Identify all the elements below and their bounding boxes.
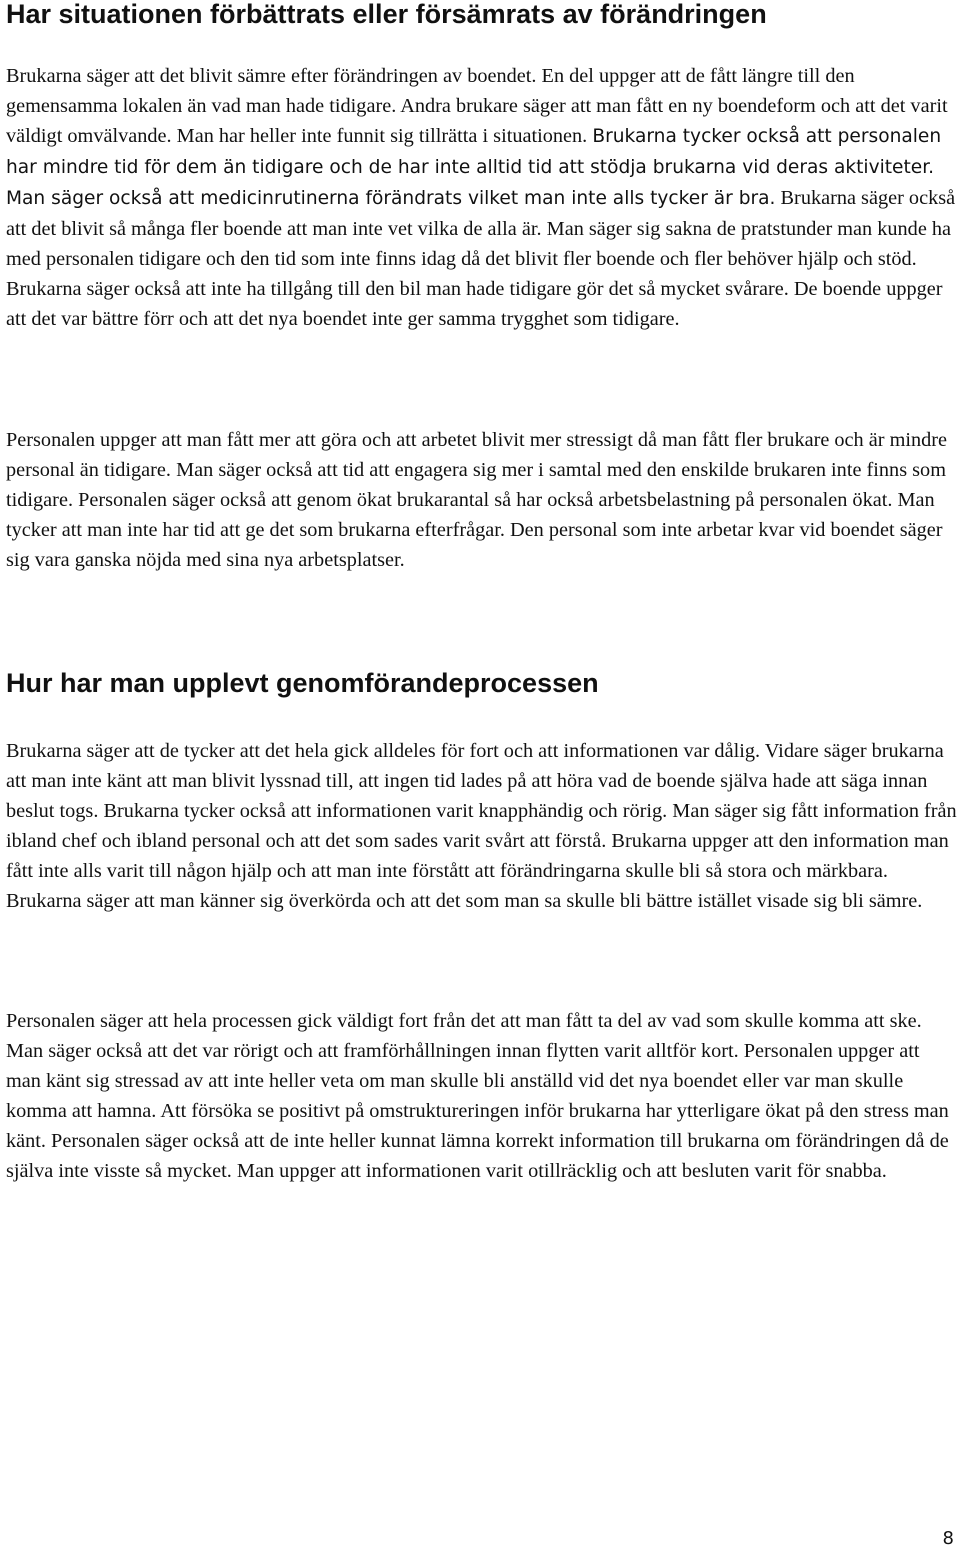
text-run: Brukarna säger också att det blivit så många fler boende att man inte vet vilka de alla är.	[6, 187, 956, 240]
page-number: 8	[942, 1528, 954, 1549]
section-heading-situation: Har situationen förbättrats eller försämrats av förändringen	[6, 0, 767, 29]
text-run: Brukarna säger att det blivit sämre efter förändringen av boendet. En del uppger att de fått längre till den gemensamma lokalen än vad man hade tidigare. Andra brukare säger att man fått en ny boendeform och att det varit väldigt omvälvande. Man har heller inte funnit sig tillrätta i situationen.	[6, 65, 948, 147]
text-run: Man säger sig sakna de pratstunder man kunde ha med personalen tidigare och den tid som inte finns idag då det blivit fler boende och fler behöver hjälp och stöd. Brukarna säger också att inte ha tillgång till den bil man hade tidigare gör det så mycket svårare. De boende uppger att det var bättre förr och att det nya boendet inte ger samma trygghet som tidigare.	[6, 218, 952, 330]
section-heading-process: Hur har man upplevt genomförandeprocessen	[6, 668, 599, 698]
paragraph-staff-process: Personalen säger att hela processen gick väldigt fort från det att man fått ta del av vad som skulle komma att ske. Man säger också att det var rörigt och att framförhållningen innan flytten varit alltför kort. Personalen uppger att man känt sig stressad av att inte heller veta om man skulle bli anställd vid det nya boendet eller var man skulle komma att hamna. Att försöka se positivt på omstruktureringen inför brukarna har ytterligare ökat på den stress man känt. Personalen säger också att de inte heller kunnat lämna korrekt information till brukarna om förändringen då de själva inte visste så mycket. Man uppger att informationen varit otillräcklig och att besluten varit för snabba.	[6, 1010, 949, 1182]
text-run: Brukarna tycker också att personalen har mindre tid för dem än tidigare och de har inte alltid tid att stödja brukarna vid deras aktiviteter. Man säger också att medicinrutinerna förändrats vilket man inte alls tycker är bra.	[6, 126, 942, 209]
paragraph-users-process: Brukarna säger att de tycker att det hela gick alldeles för fort och att informationen var dålig. Vidare säger brukarna att man inte känt att man blivit lyssnad till, att ingen tid lades på att höra vad de boende själva hade att säga innan beslut togs. Brukarna tycker också att informationen varit knapphändig och rörig. Man säger sig fått information från ibland chef och ibland personal och att det som sades varit svårt att förstå. Brukarna uppger att den information man fått inte alls varit till någon hjälp och att man inte förstått att förändringarna skulle bli så stora och märkbara. Brukarna säger att man känner sig överkörda och att det som man sa skulle bli bättre istället visade sig bli sämre.	[6, 740, 957, 912]
paragraph-users-situation	[6, 61, 958, 334]
paragraph-staff-situation: Personalen uppger att man fått mer att göra och att arbetet blivit mer stressigt då man fått fler brukare och är mindre personal än tidigare. Man säger också att tid att engagera sig mer i samtal med den enskilde brukaren inte finns som tidigare. Personalen säger också att genom ökat brukarantal så har också arbetsbelastning på personalen ökat. Man tycker att man inte har tid att ge det som brukarna efterfrågar. Den personal som inte arbetar kvar vid boendet säger sig vara ganska nöjda med sina nya arbetsplatser.	[6, 429, 948, 571]
